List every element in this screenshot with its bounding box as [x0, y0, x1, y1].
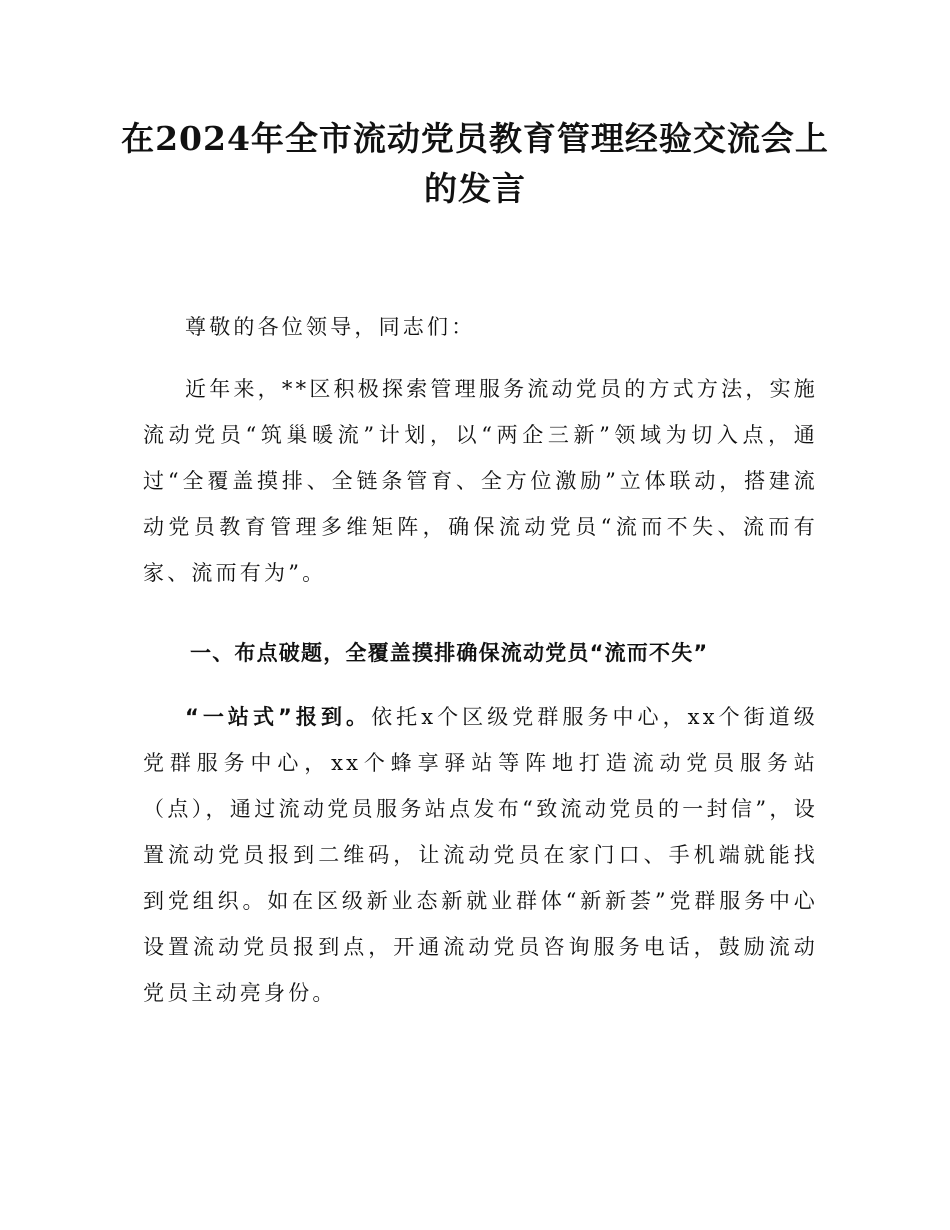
section-1-body: 依托x个区级党群服务中心，xx个街道级党群服务中心，xx个蜂享驿站等阵地打造流动党员服务站（点），通过流动党员服务站点发布“致流动党员的一封信”，设置流动党员报到二维码，让流动党员在家门口、手机端就能找到党组织。如在区级新业态新就业群体“新新荟”党群服务中心设置流动党员报到点，开通流动党员咨询服务电话，鼓励流动党员主动亮身份。	[143, 705, 818, 1005]
section-heading-1: 一、布点破题，全覆盖摸排确保流动党员“流而不失”	[190, 641, 709, 665]
salutation: 尊敬的各位领导，同志们：	[185, 315, 476, 339]
section-1-paragraph	[143, 694, 818, 1016]
intro-paragraph: 近年来，**区积极探索管理服务流动党员的方式方法，实施流动党员“筑巢暖流”计划，以“两企三新”领域为切入点，通过“全覆盖摸排、全链条管育、全方位激励”立体联动，搭建流动党员教育管理多维矩阵，确保流动党员“流而不失、流而有家、流而有为”。	[143, 377, 818, 585]
section-1-lead: “一站式”报到。	[185, 705, 372, 729]
document-title: 在2024年全市流动党员教育管理经验交流会上的发言	[121, 119, 829, 208]
